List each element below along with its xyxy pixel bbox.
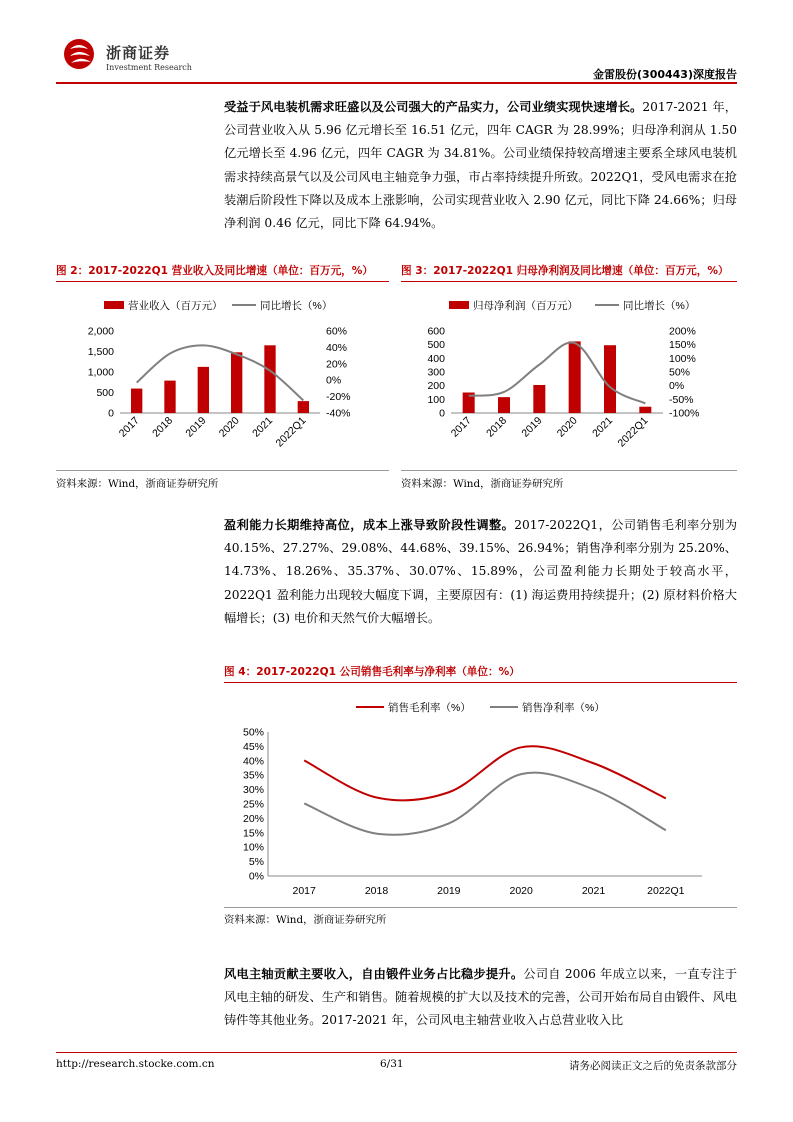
legend-bar-label: 营业收入（百万元） [128, 300, 223, 312]
y-right-tick-label: 60% [326, 325, 348, 338]
y-tick-label: 10% [242, 841, 264, 854]
x-tick-label: 2020 [554, 414, 580, 440]
figure-4-title: 图 4：2017-2022Q1 公司销售毛利率与净利率（单位：%） [224, 666, 520, 678]
y-left-tick-label: 500 [96, 387, 114, 399]
y-left-tick-label: 1,000 [87, 366, 114, 379]
y-tick-label: 0% [248, 870, 264, 883]
y-right-tick-label: 20% [326, 358, 348, 371]
x-tick-label: 2022Q1 [273, 414, 309, 450]
y-left-tick-label: 0 [108, 407, 114, 420]
x-tick-label: 2017 [448, 414, 474, 440]
y-tick-label: 50% [242, 726, 264, 739]
figure-3-title: 图 3：2017-2022Q1 归母净利润及同比增速（单位：百万元，%） [401, 265, 729, 277]
x-tick-label: 2021 [590, 414, 616, 440]
y-left-tick-label: 300 [427, 366, 445, 379]
legend-bar-label: 归母净利润（百万元） [473, 300, 578, 312]
figure-2-title: 图 2：2017-2022Q1 营业收入及同比增速（单位：百万元，%） [56, 265, 373, 277]
x-tick-label: 2020 [216, 414, 242, 440]
y-right-tick-label: -100% [669, 407, 700, 420]
yoy-growth-line [469, 343, 646, 404]
x-tick-label: 2017 [116, 414, 142, 440]
x-tick-label: 2021 [250, 414, 276, 440]
figure-4-rule [224, 682, 737, 683]
figure-3-source-rule [401, 470, 737, 471]
y-right-tick-label: -40% [326, 407, 351, 420]
y-tick-label: 40% [242, 755, 264, 768]
y-tick-label: 5% [248, 856, 264, 869]
figure-4-chart [224, 690, 737, 905]
footer-url[interactable]: http://research.stocke.com.cn [56, 1058, 215, 1070]
x-tick-label: 2018 [364, 885, 389, 897]
y-tick-label: 45% [242, 740, 264, 753]
page-number: 6/31 [380, 1058, 404, 1070]
bar-2019 [198, 367, 209, 413]
paragraph-body: 2017-2021 年，公司营业收入从 5.96 亿元增长至 16.51 亿元，四年 CAGR 为 28.99%；归母净利润从 1.50 亿元增长至 4.96 亿元，四年 CAGR 为 34.81%。公司业绩保持较高增速主要系全球风电装机需求持续高景气以及公司风电主轴竞争力强，市占率持续提升所致。2022Q1，受风电需求在抢装潮后阶段性下降以及成本上涨影响，公司实现营业收入 2.90 亿元，同比下降 24.66%；归母净利润 0.46 亿元，同比下降 64.94%。 [224, 100, 737, 231]
y-right-tick-label: 150% [669, 339, 696, 352]
legend-gross-margin-label: 销售毛利率（%） [388, 702, 471, 714]
x-tick-label: 2021 [581, 885, 606, 897]
y-left-tick-label: 0 [439, 407, 445, 420]
company-logo-icon [62, 37, 100, 71]
paragraph-lead: 受益于风电装机需求旺盛以及公司强大的产品实力，公司业绩实现快速增长。 [224, 100, 643, 114]
y-left-tick-label: 2,000 [87, 325, 114, 338]
figure-3-rule [401, 281, 737, 282]
bar-2022Q1 [298, 401, 309, 413]
figure-2-source: 资料来源：Wind，浙商证券研究所 [56, 478, 219, 490]
paragraph-lead: 风电主轴贡献主要收入，自由锻件业务占比稳步提升。 [224, 967, 524, 981]
y-tick-label: 30% [242, 784, 264, 797]
y-tick-label: 35% [242, 769, 264, 782]
figure-2-source-rule [56, 470, 389, 471]
y-right-tick-label: 40% [326, 341, 348, 354]
y-right-tick-label: 100% [669, 352, 696, 365]
y-left-tick-label: 200 [427, 380, 445, 393]
legend-line-label: 同比增长（%） [623, 300, 696, 312]
paragraph-revenue-growth [224, 96, 737, 235]
y-left-tick-label: 100 [427, 393, 445, 406]
paragraph-body: 2017-2022Q1，公司销售毛利率分别为 40.15%、27.27%、29.08%、44.68%、39.15%、26.94%；销售净利率分别为 25.20%、14.73%、18.26%、35.37%、30.07%、15.89%，公司盈利能力长期处于较高水平，2022Q1 盈利能力出现较大幅度下调，主要原因有：(1) 海运费用持续提升；(2) 原材料价格大幅增长；(3) 电价和天然气价大幅增长。 [224, 518, 738, 625]
x-tick-label: 2019 [437, 885, 461, 897]
bar-2021 [264, 345, 275, 413]
legend-net-margin-label: 销售净利率（%） [522, 702, 605, 714]
y-right-tick-label: 0% [326, 374, 342, 387]
bar-2020 [569, 341, 581, 413]
bar-2021 [604, 345, 616, 413]
y-left-tick-label: 400 [427, 352, 445, 365]
y-right-tick-label: -20% [326, 391, 351, 404]
y-tick-label: 25% [242, 798, 264, 811]
x-tick-label: 2020 [509, 885, 533, 897]
paragraph-profitability [224, 514, 737, 630]
y-left-tick-label: 600 [427, 325, 445, 338]
legend-bar-swatch [104, 301, 124, 309]
footer-rule [56, 1052, 737, 1053]
x-tick-label: 2018 [150, 414, 176, 440]
y-right-tick-label: 50% [669, 366, 691, 379]
figure-3-chart [401, 288, 737, 468]
y-left-tick-label: 500 [427, 339, 445, 352]
paragraph-lead: 盈利能力长期维持高位，成本上涨导致阶段性调整。 [224, 518, 515, 532]
x-tick-label: 2022Q1 [647, 885, 685, 897]
net-margin-line [304, 773, 666, 835]
y-tick-label: 20% [242, 812, 264, 825]
bar-2022Q1 [639, 407, 651, 413]
bar-2019 [533, 385, 545, 413]
figure-2-rule [56, 281, 389, 282]
y-right-tick-label: 0% [669, 380, 685, 393]
y-left-tick-label: 1,500 [87, 346, 114, 358]
x-tick-label: 2019 [183, 414, 209, 440]
y-tick-label: 15% [242, 827, 264, 840]
figure-4-source: 资料来源：Wind，浙商证券研究所 [224, 914, 387, 926]
legend-bar-swatch [449, 301, 469, 309]
logo-text-en: Investment Research [106, 63, 192, 72]
legend-line-label: 同比增长（%） [260, 300, 333, 312]
x-tick-label: 2018 [484, 414, 510, 440]
bar-2018 [498, 397, 510, 413]
paragraph-body: 公司自 2006 年成立以来，一直专注于风电主轴的研发、生产和销售。随着规模的扩大以及技术的完善，公司开始布局自由锻件、风电铸件等其他业务。2017-2021 年，公司风电主轴营业收入占总营业收入比 [224, 967, 738, 1028]
bar-2018 [164, 381, 175, 413]
x-tick-label: 2022Q1 [615, 414, 651, 450]
header-rule [56, 82, 737, 84]
x-tick-label: 2019 [519, 414, 545, 440]
bar-2020 [231, 352, 242, 413]
bar-2017 [131, 389, 142, 413]
yoy-growth-line [137, 345, 304, 400]
gross-margin-line [304, 746, 666, 800]
paragraph-main-shaft [224, 963, 737, 1033]
figure-2-chart [56, 288, 392, 468]
y-right-tick-label: 200% [669, 325, 696, 338]
figure-3-source: 资料来源：Wind，浙商证券研究所 [401, 478, 564, 490]
x-tick-label: 2017 [292, 885, 316, 897]
report-title: 金雷股份(300443)深度报告 [593, 68, 737, 81]
figure-4-source-rule [224, 907, 737, 908]
logo-text-cn: 浙商证券 [106, 44, 171, 62]
y-right-tick-label: -50% [669, 393, 694, 406]
footer-disclaimer: 请务必阅读正文之后的免责条款部分 [569, 1060, 737, 1072]
